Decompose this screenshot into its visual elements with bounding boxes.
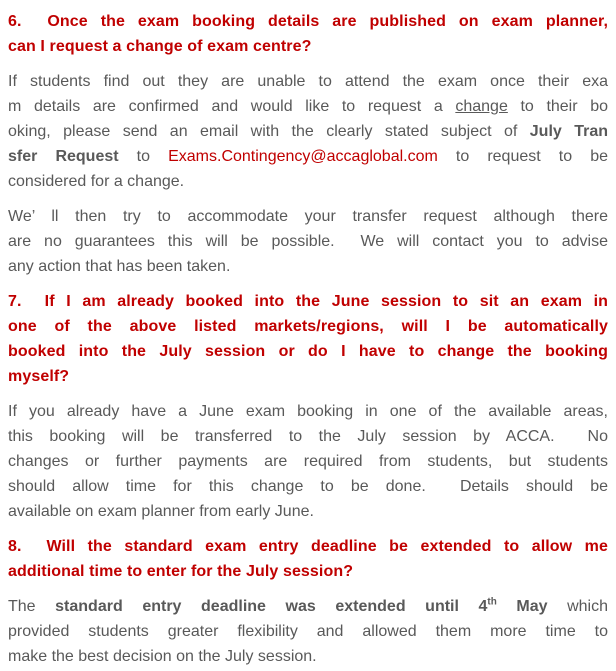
text-line: If students find out they are unable to attend the exam once their exa [8, 73, 608, 90]
question-7-line-3: booked into the July session or do I have to change the booking [8, 343, 608, 360]
text-segment: to request to be [437, 148, 609, 165]
text-line: any action that has been taken. [8, 258, 231, 275]
faq-answer-6-paragraph-1 [8, 69, 608, 194]
superscript-ordinal: th [487, 596, 497, 608]
text-line: considered for a change. [8, 173, 185, 190]
question-6-line-1: 6. Once the exam booking details are published on exam planner, [8, 13, 608, 30]
question-6-line-2: can I request a change of exam centre? [8, 38, 312, 55]
faq-answer-8-paragraph [8, 594, 608, 669]
text-line: are no guarantees this will be possible. We will contact you to advise [8, 233, 608, 250]
text-line: If you already have a June exam booking in one of the available areas, [8, 403, 608, 420]
text-segment: to their bo [507, 98, 608, 115]
bold-deadline-text: standard entry deadline was extended until 4 [55, 598, 488, 615]
text-segment: oking, please send an email with the clearly stated subject of [8, 123, 530, 140]
text-segment: which [547, 598, 608, 615]
text-line: changes or further payments are required from students, but students [8, 453, 608, 470]
email-link[interactable]: Exams.Contingency@accaglobal.com [168, 148, 438, 165]
bold-subject-text: sfer Request [8, 148, 119, 165]
text-line: this booking will be transferred to the July session by ACCA. No [8, 428, 608, 445]
bold-subject-text: July Tran [529, 123, 608, 140]
faq-answer-6-paragraph-2 [8, 204, 608, 279]
text-line: make the best decision on the July session. [8, 648, 317, 665]
text-segment: The [8, 598, 56, 615]
text-line: available on exam planner from early June. [8, 503, 314, 520]
text-segment: to [118, 148, 169, 165]
faq-question-8 [8, 534, 608, 584]
text-line: should allow time for this change to be done. Details should be [8, 478, 608, 495]
question-8-line-1: 8. Will the standard exam entry deadline be extended to allow me [8, 538, 608, 555]
text-segment: m details are confirmed and would like to request a [8, 98, 456, 115]
faq-question-7 [8, 289, 608, 389]
faq-question-6 [8, 9, 608, 59]
text-line: provided students greater flexibility and allowed them more time to [8, 623, 608, 640]
underlined-change-text: change [455, 98, 508, 115]
question-7-line-1: 7. If I am already booked into the June session to sit an exam in [8, 293, 608, 310]
bold-deadline-text: May [496, 598, 548, 615]
question-8-line-2: additional time to enter for the July session? [8, 563, 354, 580]
text-line [8, 144, 608, 169]
question-7-line-4: myself? [8, 368, 70, 385]
text-line [8, 594, 608, 619]
faq-answer-7-paragraph [8, 399, 608, 524]
question-7-line-2: one of the above listed markets/regions, will I be automatically [8, 318, 608, 335]
text-line [8, 119, 608, 144]
text-line [8, 94, 608, 119]
text-line: We’ ll then try to accommodate your transfer request although there [8, 208, 608, 225]
